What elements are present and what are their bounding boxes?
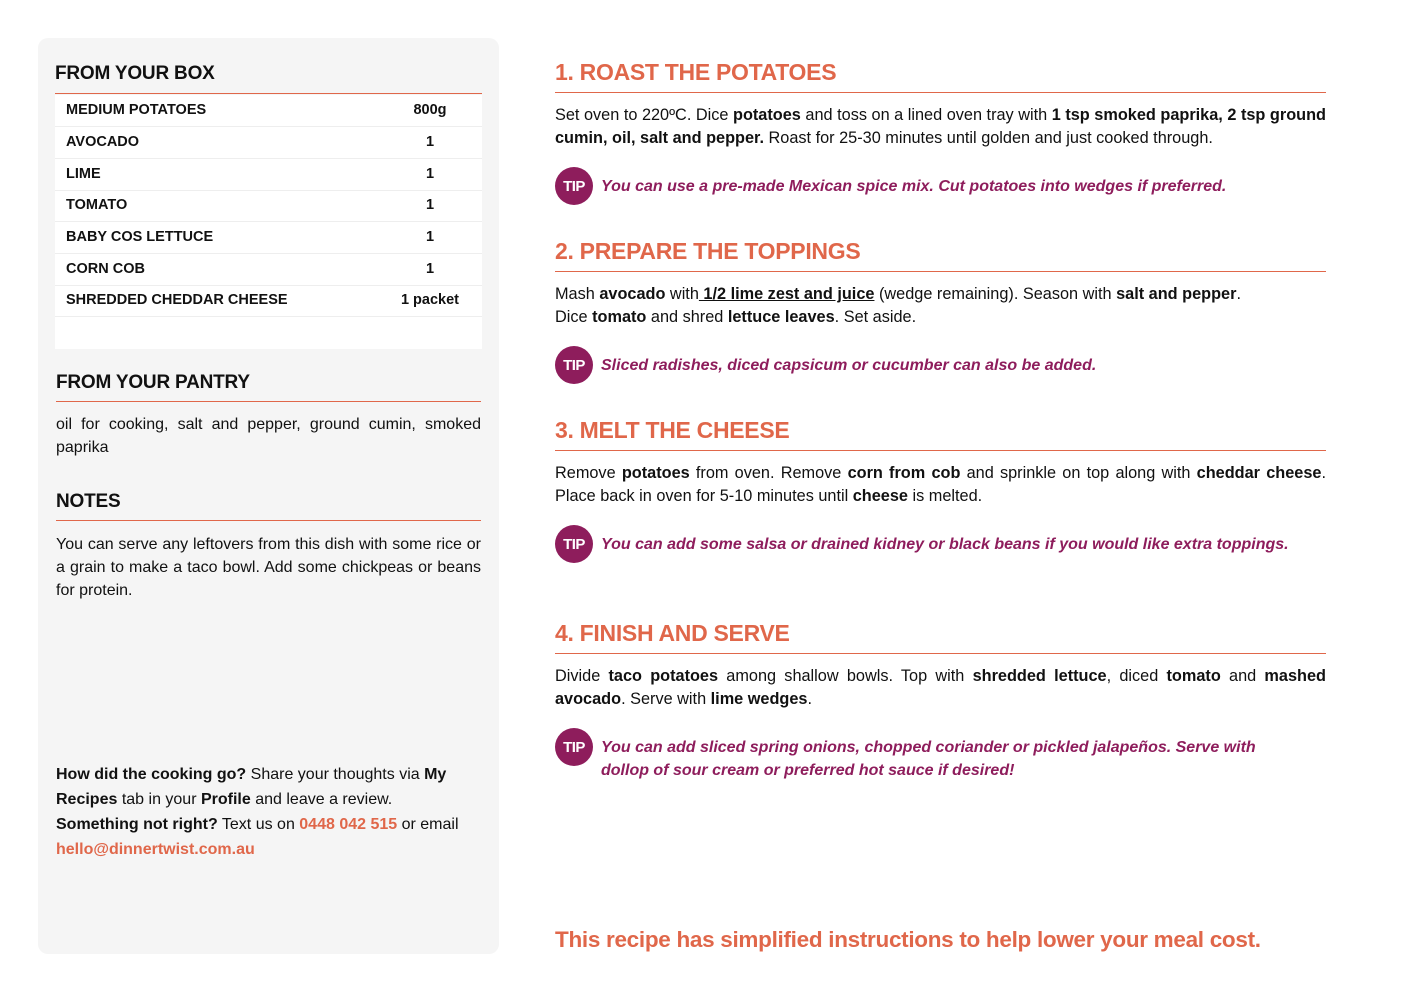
notes-title: NOTES <box>56 491 121 512</box>
step-body <box>555 104 1326 150</box>
bold-text: salt and pepper <box>1116 285 1237 303</box>
ingredient-name: CORN COB <box>66 261 145 277</box>
step-title: 3. MELT THE CHEESE <box>555 417 790 443</box>
ingredient-qty: 1 packet <box>400 292 460 308</box>
bold-text: corn from cob <box>847 464 961 482</box>
tip-badge: TIP <box>555 167 593 205</box>
my-recipes-label: My Recipes <box>56 766 447 808</box>
table-row <box>55 222 482 254</box>
from-your-box-title: FROM YOUR BOX <box>55 63 215 84</box>
divider <box>56 520 481 521</box>
divider <box>56 401 481 402</box>
email-link[interactable]: hello@dinnertwist.com.au <box>56 841 255 858</box>
body-text: and sprinkle on top along with <box>960 464 1197 482</box>
bold-text: cheddar cheese <box>1196 464 1322 482</box>
ingredient-name: MEDIUM POTATOES <box>66 102 207 118</box>
table-row <box>55 127 482 159</box>
step-body <box>555 665 1326 711</box>
ingredients-table <box>55 95 482 349</box>
table-row <box>55 159 482 191</box>
body-text: and toss on a lined oven tray with <box>800 106 1052 124</box>
body-text: and shred <box>646 308 728 326</box>
tip-badge: TIP <box>555 525 593 563</box>
body-text: . Place back in oven for 5-10 minutes until <box>555 464 1326 505</box>
body-text: . <box>807 690 813 708</box>
bold-text: potatoes <box>621 464 690 482</box>
bold-text: cheese <box>852 487 908 505</box>
ingredient-qty: 1 <box>425 261 435 277</box>
underlined-text: 1/2 lime zest and juice <box>698 285 875 303</box>
pantry-text: oil for cooking, salt and pepper, ground cumin, smoked paprika <box>56 416 481 456</box>
contact-text: or email <box>397 816 459 833</box>
step-title: 4. FINISH AND SERVE <box>555 620 790 646</box>
ingredient-qty: 1 <box>425 197 435 213</box>
bottom-message: This recipe has simplified instructions to help lower your meal cost. <box>555 927 1261 952</box>
body-text: among shallow bowls. Top with <box>718 667 973 685</box>
issue-question: Something not right? <box>56 816 218 833</box>
bold-text: taco potatoes <box>608 667 719 685</box>
tip-text: You can add some salsa or drained kidney or black beans if you would like extra toppings. <box>601 536 1289 553</box>
body-text: is melted. <box>907 487 983 505</box>
ingredient-qty: 800g <box>413 102 447 118</box>
phone-link[interactable]: 0448 042 515 <box>299 816 398 833</box>
tip-text: You can add sliced spring onions, chopped coriander or pickled jalapeños. Serve with dollop of sour cream or preferred hot sauce if desired! <box>601 739 1256 779</box>
contact-text: Share your thoughts via <box>246 766 425 783</box>
profile-label: Profile <box>200 791 251 808</box>
step-title: 2. PREPARE THE TOPPINGS <box>555 238 861 264</box>
table-row <box>55 285 482 317</box>
bold-text: potatoes <box>733 106 801 124</box>
body-text: Dice <box>555 308 593 326</box>
ingredient-name: AVOCADO <box>66 134 140 150</box>
bold-text: tomato <box>592 308 647 326</box>
body-text: from oven. Remove <box>689 464 848 482</box>
step-body <box>555 283 1326 329</box>
bold-text: avocado <box>599 285 666 303</box>
tip-text: You can use a pre-made Mexican spice mix. Cut potatoes into wedges if preferred. <box>601 178 1227 195</box>
divider <box>555 92 1326 93</box>
divider <box>555 271 1326 272</box>
tip-badge: TIP <box>555 346 593 384</box>
body-text: Mash <box>555 285 600 303</box>
ingredient-name: TOMATO <box>66 197 128 213</box>
table-row <box>55 254 482 286</box>
body-text: . <box>1236 285 1241 303</box>
ingredient-name: SHREDDED CHEDDAR CHEESE <box>66 292 288 308</box>
divider <box>55 93 482 94</box>
contact-text: and leave a review. <box>250 791 393 808</box>
divider <box>555 450 1326 451</box>
bold-text: tomato <box>1166 667 1221 685</box>
feedback-question: How did the cooking go? <box>56 766 247 783</box>
sidebar-panel <box>38 38 499 954</box>
notes-text: You can serve any leftovers from this dish with some rice or a grain to make a taco bowl. Add some chickpeas or beans for protein. <box>56 536 481 599</box>
body-text: Remove <box>555 464 622 482</box>
bold-text: shredded lettuce <box>972 667 1107 685</box>
table-row <box>55 190 482 222</box>
body-text: . Serve with <box>621 690 711 708</box>
contact-text: Text us on <box>217 816 300 833</box>
divider <box>555 653 1326 654</box>
body-text: Set oven to 220ºC. Dice <box>555 106 733 124</box>
ingredient-qty: 1 <box>425 134 435 150</box>
bold-text: lettuce leaves <box>727 308 835 326</box>
step-body <box>555 462 1326 508</box>
body-text: and <box>1220 667 1265 685</box>
body-text: (wedge remaining). Season with <box>874 285 1117 303</box>
contact-info <box>56 762 481 862</box>
contact-text: tab in your <box>117 791 201 808</box>
body-text: . Set aside. <box>834 308 917 326</box>
ingredient-qty: 1 <box>425 166 435 182</box>
bold-text: 1 tsp smoked paprika, 2 tsp ground cumin, oil, salt and pepper. <box>555 106 1326 147</box>
from-your-pantry-title: FROM YOUR PANTRY <box>56 372 250 393</box>
body-text: Roast for 25-30 minutes until golden and just cooked through. <box>764 129 1213 147</box>
body-text: with <box>665 285 699 303</box>
table-row <box>55 95 482 127</box>
body-text: , diced <box>1106 667 1167 685</box>
ingredient-qty: 1 <box>425 229 435 245</box>
ingredient-name: BABY COS LETTUCE <box>66 229 214 245</box>
step-title: 1. ROAST THE POTATOES <box>555 59 837 85</box>
tip-text: Sliced radishes, diced capsicum or cucumber can also be added. <box>601 357 1097 374</box>
body-text: Divide <box>555 667 609 685</box>
ingredient-name: LIME <box>66 166 101 182</box>
bold-text: mashed avocado <box>555 667 1326 708</box>
tip-badge: TIP <box>555 728 593 766</box>
bold-text: lime wedges <box>710 690 808 708</box>
